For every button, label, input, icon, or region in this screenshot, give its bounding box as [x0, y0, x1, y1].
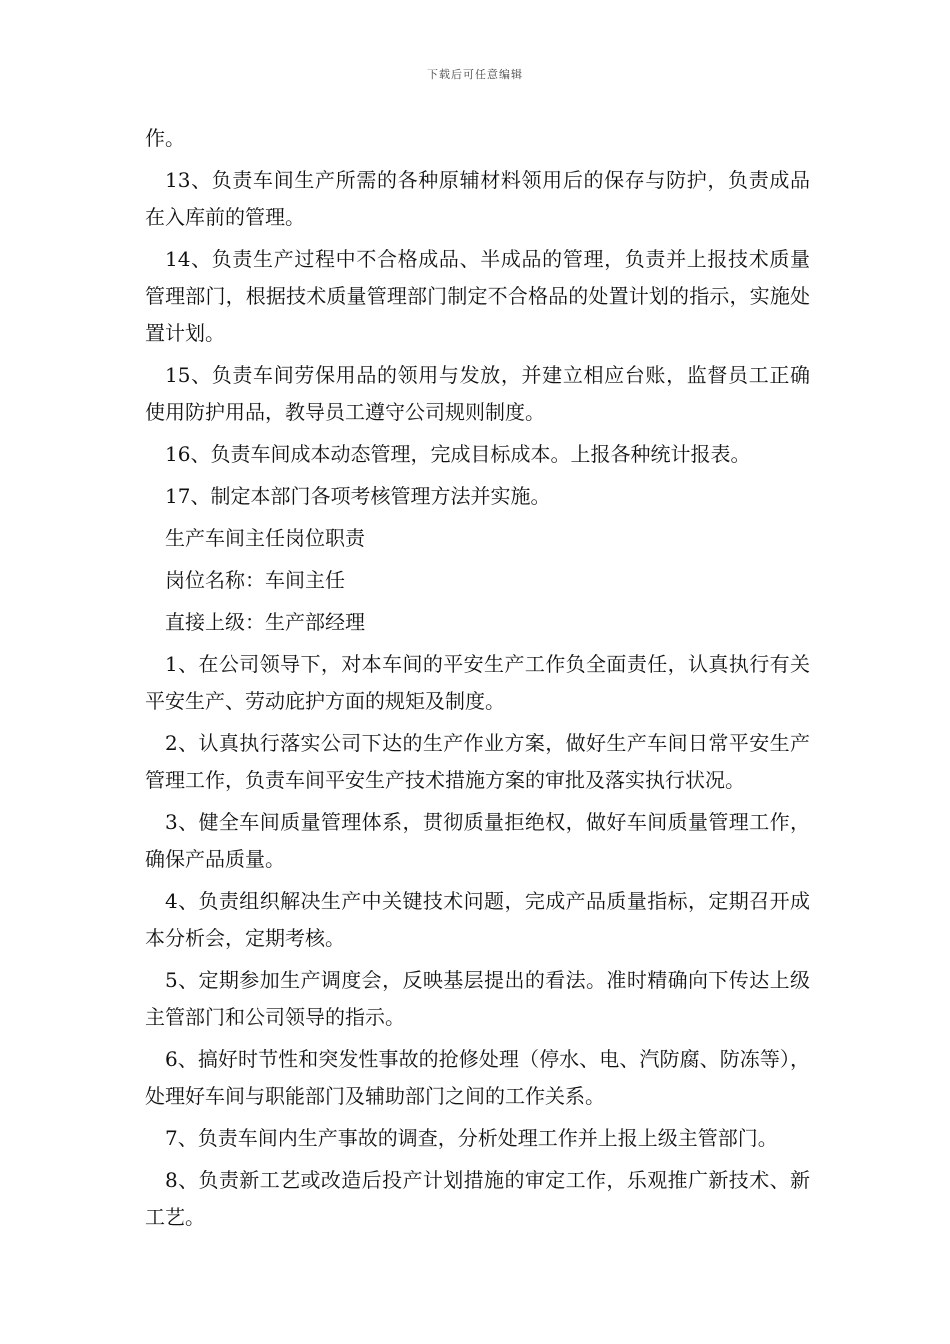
duty-item-6: 6、搞好时节性和突发性事故的抢修处理（停水、电、汽防腐、防冻等），处理好车间与职能部门及辅助部门之间的工作关系。: [145, 1047, 810, 1108]
duty-item-7: 7、负责车间内生产事故的调查，分析处理工作并上报上级主管部门。: [165, 1126, 778, 1150]
page-header: 下载后可任意编辑: [427, 68, 523, 81]
duty-item-4: 4、负责组织解决生产中关键技术问题，完成产品质量指标，定期召开成本分析会，定期考核。: [145, 889, 810, 950]
paragraph-item-14: 14、负责生产过程中不合格成品、半成品的管理，负责并上报技术质量管理部门，根据技术质量管理部门制定不合格品的处置计划的指示，实施处置计划。: [145, 247, 810, 345]
paragraph-item-15: 15、负责车间劳保用品的领用与发放，并建立相应台账，监督员工正确使用防护用品，教导员工遵守公司规则制度。: [145, 363, 810, 424]
paragraph-continuation: 作。: [145, 126, 185, 150]
duty-item-1: 1、在公司领导下，对本车间的平安生产工作负全面责任，认真执行有关平安生产、劳动庇护方面的规矩及制度。: [145, 652, 810, 713]
duty-item-3: 3、健全车间质量管理体系，贯彻质量拒绝权，做好车间质量管理工作，确保产品质量。: [145, 810, 810, 871]
direct-superior: 直接上级：生产部经理: [165, 610, 365, 634]
position-name: 岗位名称：车间主任: [165, 568, 345, 592]
paragraph-item-16: 16、负责车间成本动态管理，完成目标成本。上报各种统计报表。: [165, 442, 751, 466]
duty-item-8: 8、负责新工艺或改造后投产计划措施的审定工作，乐观推广新技术、新工艺。: [145, 1168, 810, 1229]
paragraph-item-13: 13、负责车间生产所需的各种原辅材料领用后的保存与防护，负责成品在入库前的管理。: [145, 168, 810, 229]
paragraph-item-17: 17、制定本部门各项考核管理方法并实施。: [165, 484, 551, 508]
duty-item-5: 5、定期参加生产调度会，反映基层提出的看法。准时精确向下传达上级主管部门和公司领导的指示。: [145, 968, 810, 1029]
document-body: [145, 120, 810, 1241]
duty-item-2: 2、认真执行落实公司下达的生产作业方案，做好生产车间日常平安生产管理工作，负责车间平安生产技术措施方案的审批及落实执行状况。: [145, 731, 810, 792]
section-title: 生产车间主任岗位职责: [165, 526, 365, 550]
